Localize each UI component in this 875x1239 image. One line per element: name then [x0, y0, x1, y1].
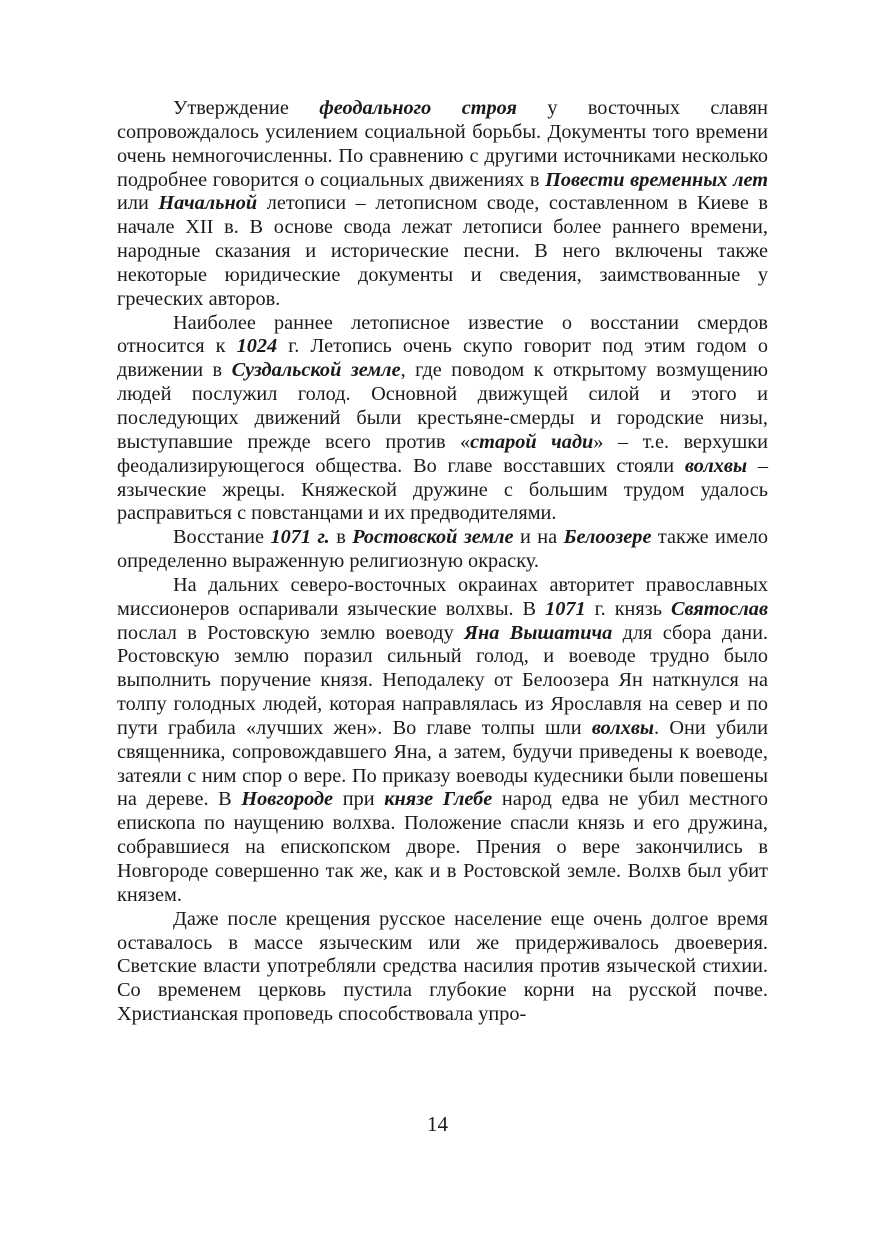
text-run: Даже после крещения русское население еще очень долгое время оставалось в массе языческим или же придерживалось двоеверия. Светские власти употребляли средства насилия против языческой стихии. Со временем церковь пустила глубокие корни на русской почве. Христианская проповедь способствовала упро- [117, 907, 768, 1026]
emphasized-term: Повести временных лет [545, 168, 768, 191]
paragraph [117, 97, 768, 312]
emphasized-term: 1024 [236, 335, 278, 358]
text-run: народ едва не убил местного епископа по наущению волхва. Положение спасли князь и его дружина, собравшиеся на епископском дворе. Прения о вере закончились в Новгороде совершенно так же, как и в Ростовской земле. Волхв был убит князем. [117, 788, 769, 906]
emphasized-term: волхвы [591, 716, 654, 739]
paragraph [117, 908, 768, 1027]
emphasized-term: Начальной [158, 192, 258, 215]
paragraph [117, 526, 768, 574]
emphasized-term: феодального строя [319, 97, 517, 119]
text-run: при [333, 788, 385, 811]
emphasized-term: старой чади [470, 430, 594, 453]
emphasized-term: Святослав [670, 597, 769, 620]
text-run: для сбора дани. Ростовскую землю поразил сильный голод, и воеводе трудно было выполнить поручение князя. Неподалеку от Белоозера Ян наткнулся на толпу голодных людей, которая направлялась из Ярославля на север и по пути грабила «лучших жен». Во главе толпы шли [117, 621, 768, 739]
paragraph [117, 312, 768, 527]
text-run: также имело определенно выраженную религиозную окраску. [117, 526, 769, 573]
text-run: у восточных славян сопровождалось усилением социальной борьбы. Документы того времени очень немногочисленны. По сравнению с другими источниками несколько подробнее говорится о социальных движениях в [117, 97, 768, 191]
paragraph [117, 574, 768, 908]
text-run: и на [513, 526, 564, 549]
text-run: г. Летопись очень скупо говорит под этим годом о движении в [117, 335, 768, 382]
text-run: Наиболее раннее летописное известие о восстании смердов относится к [117, 311, 768, 358]
text-run: На дальних северо-восточных окраинах авторитет православных миссионеров оспаривали языческие волхвы. В [117, 573, 768, 620]
text-run: летописи – летописном своде, составленном в Киеве в начале XII в. В основе свода лежат летописи более раннего времени, народные сказания и исторические песни. В него включены также некоторые юридические документы и сведения, заимствованные у греческих авторов. [117, 192, 768, 310]
emphasized-term: 1071 [545, 597, 586, 620]
body-text [117, 97, 768, 1027]
emphasized-term: Новгороде [241, 788, 334, 811]
text-run: Восстание [173, 526, 271, 549]
text-run: в [329, 526, 353, 549]
text-run: » – т.е. верхушки феодализирующегося общества. Во главе восставших стояли [117, 430, 769, 477]
emphasized-term: волхвы [684, 454, 748, 477]
emphasized-term: Ростовской земле [352, 526, 514, 549]
text-run: послал в Ростовскую землю воеводу [117, 621, 465, 644]
text-run: Утверждение [173, 97, 320, 119]
text-run: г. князь [585, 597, 671, 620]
emphasized-term: Яна Вышатича [464, 621, 613, 644]
emphasized-term: Белоозере [563, 526, 652, 549]
emphasized-term: 1071 г. [270, 526, 330, 549]
text-run: , где поводом к открытому возмущению людей послужил голод. Основной движущей силой и этого и последующих движений были крестьяне-смерды и городские низы, выступавшие прежде всего против « [117, 359, 768, 453]
page-number: 14 [427, 1112, 448, 1136]
text-run: или [117, 192, 159, 215]
emphasized-term: князе Глебе [384, 788, 493, 811]
text-run: – языческие жрецы. Княжеской дружине с большим трудом удалось расправиться с повстанцами и их предводителями. [117, 454, 768, 525]
emphasized-term: Суздальской земле [231, 359, 401, 382]
text-run: . Они убили священника, сопровождавшего Яна, а затем, будучи приведены к воеводе, затеяли с ним спор о вере. По приказу воеводы кудесники были повешены на дереве. В [117, 716, 768, 811]
